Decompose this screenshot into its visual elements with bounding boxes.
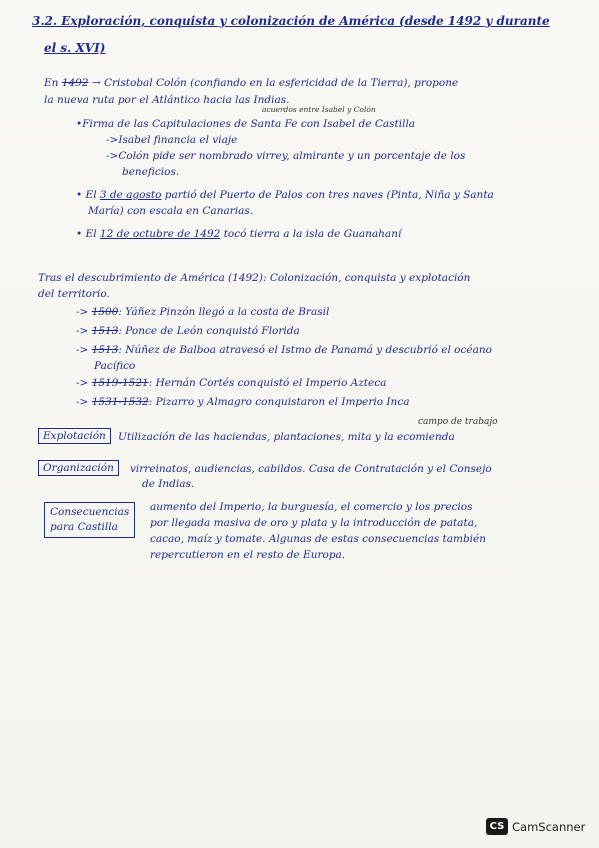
list-item-ponce: -> 1513: Ponce de León conquistó Florida bbox=[76, 325, 300, 337]
text-explotacion: Utilización de las haciendas, plantaciones, mita y la ecomienda bbox=[118, 431, 455, 443]
list-item-1500: -> 1500: Yáñez Pinzón llegó a la costa de Brasil bbox=[76, 306, 330, 318]
label-explotacion: Explotación bbox=[38, 428, 111, 444]
text-organizacion-line2: de Indias. bbox=[142, 478, 195, 490]
list-item-cortes: -> 1519-1521: Hernán Cortés conquistó el Imperio Azteca bbox=[76, 377, 387, 389]
para-tras-descubrimiento-line2: del territorio. bbox=[38, 288, 110, 300]
section-title-line2: el s. XVI) bbox=[44, 41, 106, 55]
camscanner-text: CamScanner bbox=[512, 819, 586, 834]
text-consecuencias-line4: repercutieron en el resto de Europa. bbox=[150, 549, 346, 561]
note-acuerdos: acuerdos entre Isabel y Colón bbox=[262, 105, 376, 114]
list-item-balboa: -> 1513: Núñez de Balboa atravesó el Istmo de Panamá y descubrió el océano bbox=[76, 344, 492, 356]
sub-colon-pide-line2: beneficios. bbox=[122, 166, 180, 178]
text-consecuencias-line3: cacao, maíz y tomate. Algunas de estas consecuencias también bbox=[150, 533, 487, 545]
text-consecuencias-line1: aumento del Imperio, la burguesía, el comercio y los precios bbox=[150, 501, 473, 513]
camscanner-logo-icon: CS bbox=[486, 818, 508, 835]
bullet-capitulaciones: •Firma de las Capitulaciones de Santa Fe con Isabel de Castilla bbox=[76, 118, 416, 130]
text-consecuencias-line2: por llegada masiva de oro y plata y la introducción de patata, bbox=[150, 517, 478, 529]
bullet-3-agosto-line1: • El 3 de agosto partió del Puerto de Palos con tres naves (Pinta, Niña y Santa bbox=[76, 189, 494, 201]
label-consecuencias bbox=[44, 502, 135, 538]
note-campo-trabajo: campo de trabajo bbox=[418, 417, 498, 427]
para-tras-descubrimiento-line1: Tras el descubrimiento de América (1492): Colonización, conquista y explotación bbox=[38, 272, 471, 284]
bullet-12-octubre: • El 12 de octubre de 1492 tocó tierra a la isla de Guanahaní bbox=[76, 228, 402, 240]
bullet-3-agosto-line2: María) con escala en Canarias. bbox=[88, 205, 254, 217]
sub-colon-pide-line1: ->Colón pide ser nombrado virrey, almirante y un porcentaje de los bbox=[106, 150, 466, 162]
label-consecuencias-line1: Consecuencias bbox=[50, 506, 130, 518]
list-item-balboa-cont: Pacífico bbox=[94, 360, 136, 372]
section-title-line1: 3.2. Exploración, conquista y colonización de América (desde 1492 y durante bbox=[32, 14, 550, 28]
label-consecuencias-line2: para Castilla bbox=[50, 521, 118, 533]
camscanner-watermark bbox=[486, 818, 585, 835]
intro-line2: la nueva ruta por el Atlántico hacia las Indias. bbox=[44, 94, 290, 106]
list-item-pizarro: -> 1531-1532: Pizarro y Almagro conquistaron el Imperio Inca bbox=[76, 396, 410, 408]
intro-line1: En 1492 → Cristobal Colón (confiando en la esfericidad de la Tierra), propone bbox=[44, 77, 459, 89]
sub-isabel-financia: ->Isabel financia el viaje bbox=[106, 134, 238, 146]
label-organizacion: Organización bbox=[38, 460, 119, 476]
text-organizacion-line1: virreinatos, audiencias, cabildos. Casa de Contratación y el Consejo bbox=[130, 463, 492, 475]
